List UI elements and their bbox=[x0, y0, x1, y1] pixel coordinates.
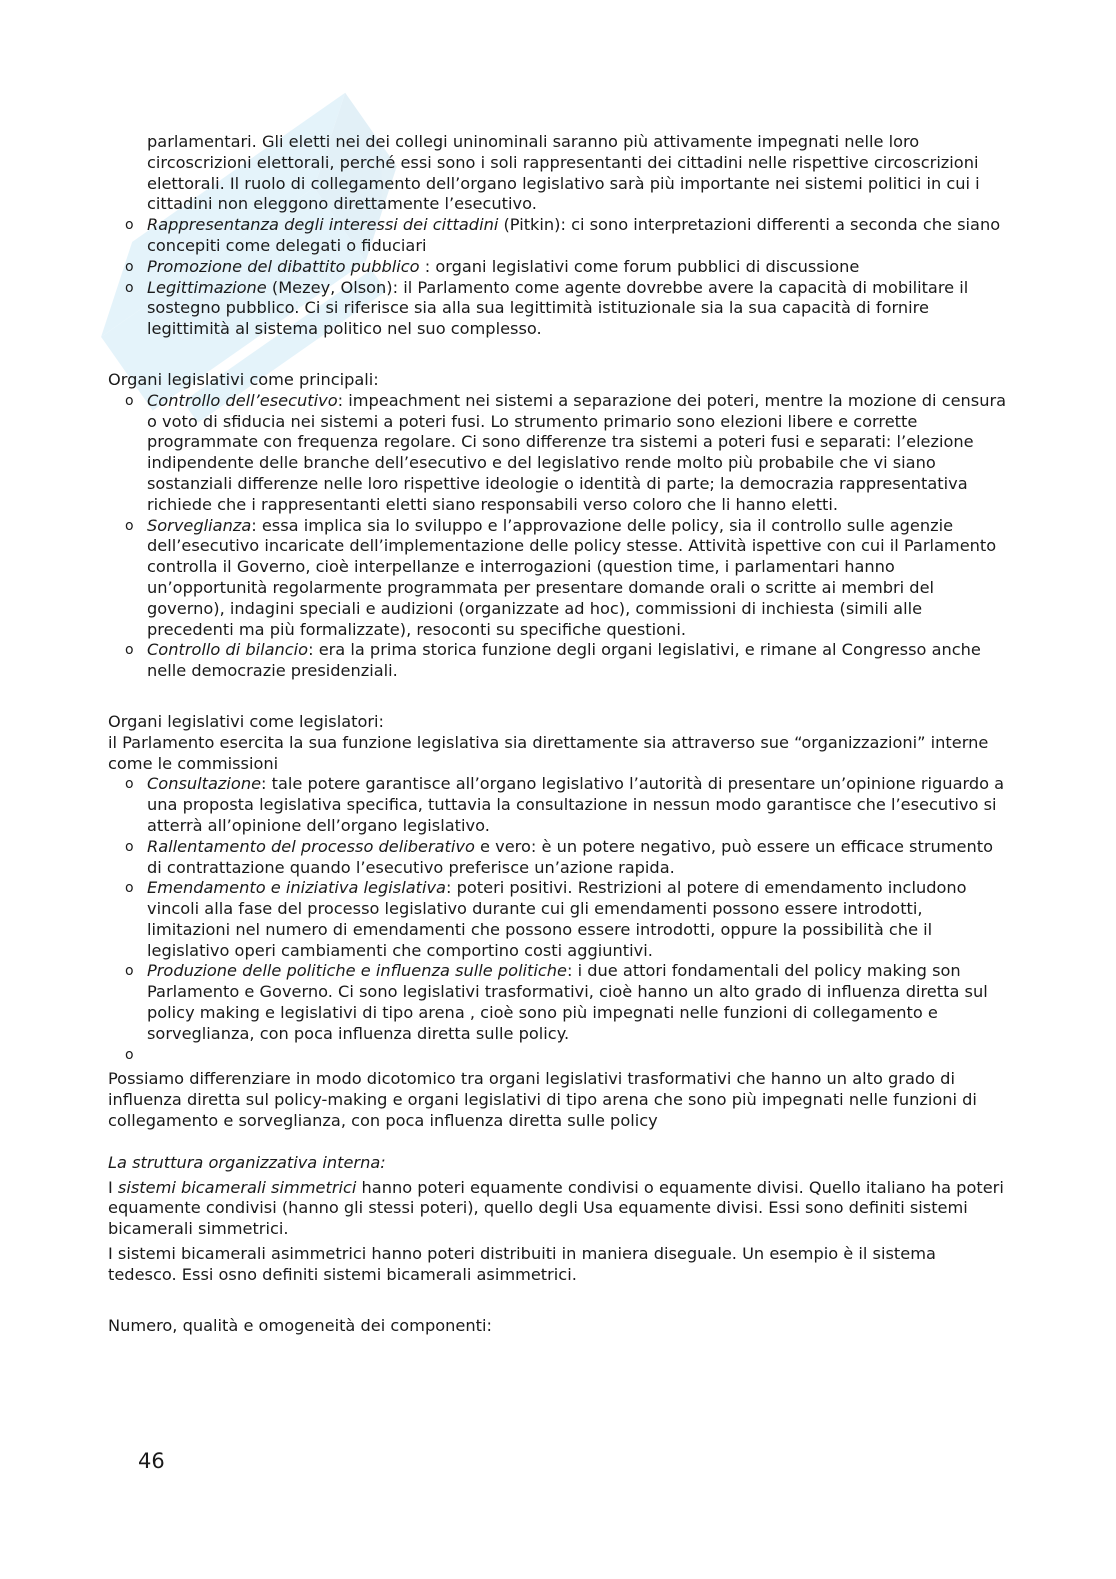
paragraph-bicamerali-asimmetrici: I sistemi bicamerali asimmetrici hanno poteri distribuiti in maniera diseguale. Un esempio è il sistema tedesco. Essi osno definiti sistemi bicamerali asimmetrici. bbox=[108, 1244, 936, 1284]
page-number: 46 bbox=[138, 1449, 165, 1473]
list-item-text: e vero: è un potere negativo, può essere un efficace strumento di contrattazione quando l’esecutivo preferisce un’azione rapida. bbox=[147, 836, 993, 877]
list-item bbox=[108, 278, 1008, 340]
list-item-term: Sorveglianza bbox=[147, 515, 252, 535]
section-heading-struttura bbox=[108, 1153, 1008, 1174]
bullet-marker: o bbox=[125, 392, 134, 409]
list-item-term: Controllo di bilancio bbox=[147, 640, 309, 660]
list-item-text: : organi legislativi come forum pubblici di discussione bbox=[419, 256, 860, 276]
struttura-heading-text: La struttura organizzativa interna: bbox=[108, 1152, 386, 1172]
list-principali bbox=[108, 391, 1008, 682]
list-funzioni-collegamento bbox=[108, 215, 1008, 340]
paragraph-dicotomia: Possiamo differenziare in modo dicotomico tra organi legislativi trasformativi che hanno un alto grado di influenza diretta sul policy-making e organi legislativi di tipo arena che sono più impegnati nelle funzioni di collegamento e sorveglianza, con poca influenza diretta sulle policy bbox=[108, 1069, 977, 1131]
list-item bbox=[108, 774, 1008, 836]
bullet-marker: o bbox=[125, 1046, 134, 1063]
list-item bbox=[108, 961, 1008, 1044]
list-item-term: Rappresentanza degli interessi dei cittadini bbox=[147, 215, 499, 235]
bicamerali-simm-text: hanno poteri equamente condivisi o equamente divisi. Quello italiano ha poteri equamente condivisi (hanno gli stessi poteri), quello degli Usa equamente divisi. Essi sono definiti sistemi bicamerali simmetrici. bbox=[108, 1177, 1004, 1239]
list-item-text: (Pitkin): ci sono interpretazioni differenti a seconda che siano concepiti come delegati o fiduciari bbox=[147, 215, 1001, 255]
list-legislatori bbox=[108, 774, 1008, 1065]
list-item-empty bbox=[108, 1045, 1008, 1066]
section-heading-principali: Organi legislativi come principali: bbox=[108, 369, 379, 389]
list-item-term: Rallentamento del processo deliberativo bbox=[147, 836, 475, 856]
list-item bbox=[108, 391, 1008, 516]
section-heading-legislatori: Organi legislativi come legislatori: bbox=[108, 711, 384, 731]
bullet-marker: o bbox=[125, 258, 134, 275]
bicamerali-simm-term: sistemi bicamerali simmetrici bbox=[117, 1177, 357, 1197]
list-item-text: : era la prima storica funzione degli organi legislativi, e rimane al Congresso anche nelle democrazie presidenziali. bbox=[147, 640, 981, 681]
list-item-text: : tale potere garantisce all’organo legislativo l’autorità di presentare un’opinione riguardo a una proposta legislativa specifica, tuttavia la consultazione in nessun modo garantisce che l’esecutivo si atterrà all’opinione dell’organo legislativo. bbox=[147, 774, 1005, 835]
bullet-marker: o bbox=[125, 776, 134, 793]
bullet-marker: o bbox=[125, 838, 134, 855]
bullet-marker: o bbox=[125, 963, 134, 980]
list-item-term: Produzione delle politiche e influenza sulle politiche bbox=[147, 961, 568, 981]
list-item-text: : poteri positivi. Restrizioni al potere di emendamento includono vincoli alla fase del processo legislativo durante cui gli emendamenti possono essere introdotti, limitazioni nel numero di emendamenti che possono essere introdotti, oppure la possibilità che il legislativo operi cambiamenti che comportino costi aggiuntivi. bbox=[147, 878, 967, 960]
list-item-term: Legittimazione bbox=[147, 277, 267, 297]
paragraph-bicamerali-simmetrici bbox=[108, 1178, 1008, 1240]
list-item-text: (Mezey, Olson): il Parlamento come agente dovrebbe avere la capacità di mobilitare il sostegno pubblico. Ci si riferisce sia alla sua legittimità istituzionale sia la sua capacità di fornire legittimità al sistema politico nel suo complesso. bbox=[147, 277, 969, 339]
bullet-marker: o bbox=[125, 217, 134, 234]
list-item-term: Emendamento e iniziativa legislativa bbox=[147, 878, 446, 898]
list-item bbox=[108, 257, 1008, 278]
list-item bbox=[108, 878, 1008, 961]
legislatori-intro: il Parlamento esercita la sua funzione legislativa sia direttamente sia attraverso sue “organizzazioni” interne come le commissioni bbox=[108, 732, 989, 773]
list-item-text: : impeachment nei sistemi a separazione dei poteri, mentre la mozione di censura o voto di sfiducia nei sistemi a poteri fusi. Lo strumento primario sono elezioni libere e corrette programmate con frequenza regolare. Ci sono differenze tra sistemi a poteri fusi e separati: l’elezione indipendente delle branche dell’esecutivo e del legislativo rende molto più probabile che vi siano sostanziali differenze nelle loro rispettive ideologie o identità di parte; la democrazia rappresentativa richiede che i rappresentanti eletti siano responsabili verso coloro che li hanno eletti. bbox=[147, 390, 1007, 514]
document-body bbox=[108, 132, 1008, 1336]
bullet-marker: o bbox=[125, 517, 134, 534]
list-item bbox=[108, 640, 1008, 682]
list-item bbox=[108, 215, 1008, 257]
list-item-term: Promozione del dibattito pubblico bbox=[147, 256, 420, 276]
bullet-marker: o bbox=[125, 279, 134, 296]
list-item-text: : i due attori fondamentali del policy making son Parlamento e Governo. Ci sono legislativi trasformativi, cioè hanno un alto grado di influenza diretta sul policy making e legislativi di tipo arena , cioè sono più impegnati nelle funzioni di collegamento e sorveglianza, con poca influenza diretta sulle policy. bbox=[147, 961, 988, 1043]
bullet-marker: o bbox=[125, 880, 134, 897]
list-item-text: : essa implica sia lo sviluppo e l’approvazione delle policy, sia il controllo sulle agenzie dell’esecutivo incaricate dell’implementazione delle policy stesse. Attività ispettive con cui il Parlamento controlla il Governo, cioè interpellanze e interrogazioni (question time, i parlamentari hanno un’opportunità regolarmente programmata per presentare domande orali o scritte ai membri del governo), indagini speciali e audizioni (organizzate ad hoc), commissioni di inchiesta (simili alle precedenti ma più formalizzate), resoconti su specifiche questioni. bbox=[147, 515, 997, 639]
intro-continuation: parlamentari. Gli eletti nei dei collegi uninominali saranno più attivamente impegnati nelle loro circoscrizioni elettorali, perché essi sono i soli rappresentanti dei cittadini nelle rispettive circoscrizioni elettorali. Il ruolo di collegamento dell’organo legislativo sarà più importante nei sistemi politici in cui i cittadini non eleggono direttamente l’esecutivo. bbox=[147, 132, 980, 214]
list-item bbox=[108, 516, 1008, 641]
bullet-marker: o bbox=[125, 642, 134, 659]
bicamerali-simm-pre: I bbox=[108, 1177, 118, 1197]
list-item-term: Controllo dell’esecutivo bbox=[147, 390, 338, 410]
list-item-term: Consultazione bbox=[147, 774, 262, 794]
section-heading-numero: Numero, qualità e omogeneità dei componenti: bbox=[108, 1315, 492, 1335]
list-item bbox=[108, 837, 1008, 879]
